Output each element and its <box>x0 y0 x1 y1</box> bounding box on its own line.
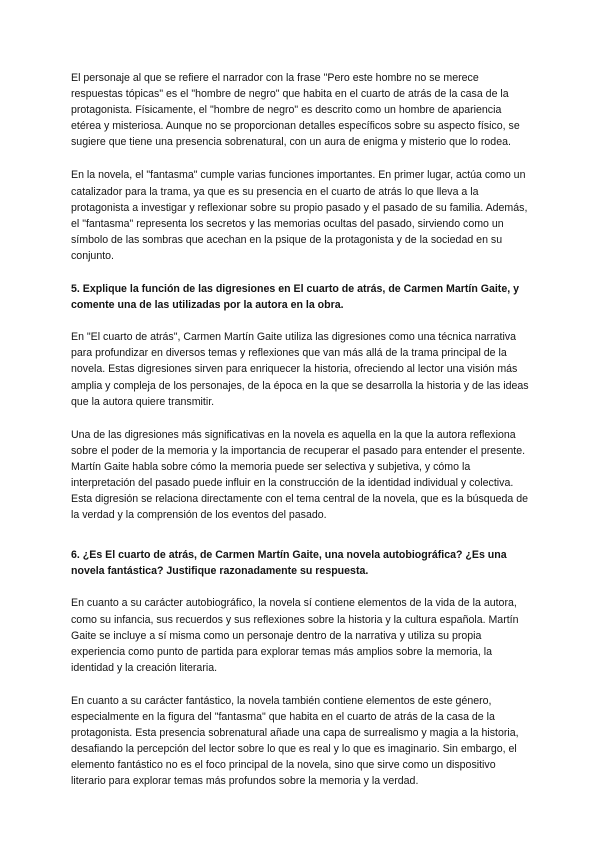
paragraph-digresiones: En "El cuarto de atrás", Carmen Martín Gaite utiliza las digresiones como una técnica narrativa para profundizar en diversos temas y reflexiones que van más allá de la trama principal de la novela. Estas digresiones sirven para enriquecer la historia, ofreciendo al lector una visión más amplia y compleja de los personajes, de la época en la que se desarrolla la historia y de las ideas que la autora quiere transmitir. <box>71 331 529 408</box>
paragraph-digresion-memoria: Una de las digresiones más significativas en la novela es aquella en la que la autora reflexiona sobre el poder de la memoria y la importancia de recuperar el pasado para entender el presente. Martín Gaite habla sobre cómo la memoria puede ser selectiva y subjetiva, y cómo la interpretación del pasado puede influir en la construcción de la identidad individual y colectiva. Esta digresión se relaciona directamente con el tema central de la novela, que es la búsqueda de la verdad y la comprensión de los eventos del pasado. <box>71 428 528 522</box>
document-page <box>71 70 529 806</box>
paragraph-funcion-fantasma: En la novela, el "fantasma" cumple varias funciones importantes. En primer lugar, actúa como un catalizador para la trama, ya que es su presencia en el cuarto de atrás lo que lleva a la protagonista a investigar y reflexionar sobre su propio pasado y el pasado de su familia. Además, el "fantasma" representa los secretos y las memorias ocultas del pasado, sirviendo como un símbolo de las sombras que acechan en la psique de la protagonista y de la sociedad en su conjunto. <box>71 169 528 262</box>
paragraph-hombre-de-negro: El personaje al que se refiere el narrador con la frase "Pero este hombre no se merece respuestas tópicas" es el "hombre de negro" que habita en el cuarto de atrás de la casa de la protagonista. Físicamente, el "hombre de negro" es descrito como un hombre de apariencia etérea y misteriosa. Aunque no se proporcionan detalles específicos sobre su aspecto físico, se sugiere que tiene una presencia sobrenatural, con un aura de enigma y misterio que lo rodea. <box>71 72 520 149</box>
paragraph-fantastico: En cuanto a su carácter fantástico, la novela también contiene elementos de este género, especialmente en la figura del "fantasma" que habita en el cuarto de atrás de la casa de la protagonista. Esta presencia sobrenatural añade una capa de surrealismo y magia a la historia, desafiando la percepción del lector sobre lo que es real y lo que es imaginario. Sin embargo, el elemento fantástico no es el foco principal de la novela, sino que sirve como un dispositivo literario para explorar temas más profundos sobre la memoria y la verdad. <box>71 694 519 788</box>
section-spacer <box>71 540 529 547</box>
question-5-heading: 5. Explique la función de las digresiones en El cuarto de atrás, de Carmen Martín Gaite, y comente una de las utilizadas por la autora en la obra. <box>71 283 520 312</box>
paragraph-autobiografico: En cuanto a su carácter autobiográfico, la novela sí contiene elementos de la vida de la autora, como su infancia, sus recuerdos y sus reflexiones sobre la historia y la cultura española. Martín Gaite se incluye a sí misma como un personaje dentro de la narrativa y utiliza su propia experiencia como punto de partida para explorar temas más amplios sobre la memoria, la identidad y la creación literaria. <box>71 597 519 674</box>
question-6-heading: 6. ¿Es El cuarto de atrás, de Carmen Martín Gaite, una novela autobiográfica? ¿Es una novela fantástica? Justifique razonadamente su respuesta. <box>71 549 507 578</box>
